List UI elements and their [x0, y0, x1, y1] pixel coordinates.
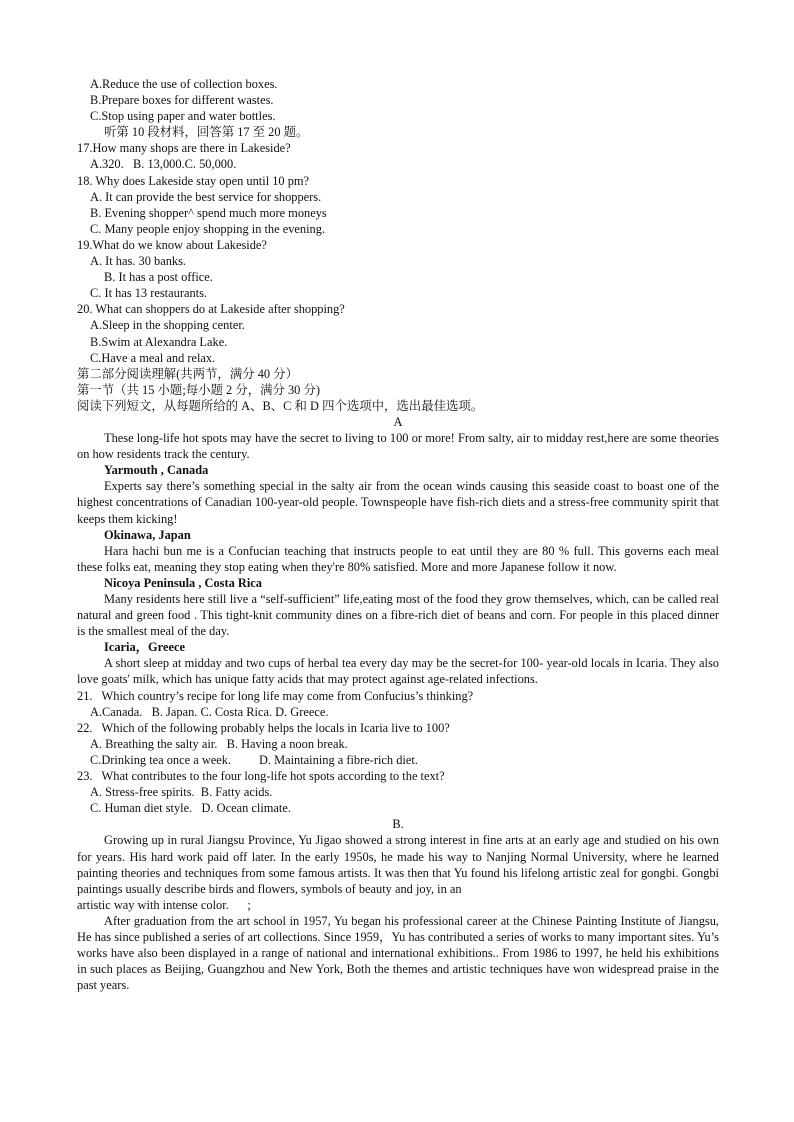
q18-option-a: A. It can provide the best service for shoppers.: [90, 189, 322, 204]
q20-option-c: C.Have a meal and relax.: [90, 350, 216, 365]
exam-page: [77, 76, 719, 993]
q16-option-c: C.Stop using paper and water bottles.: [90, 109, 276, 124]
section1-title: 第一节（共 15 小题;每小题 2 分，满分 30 分): [77, 382, 320, 397]
spot-text-yarmouth: Experts say there’s something special in the salty air from the ocean winds causing this seaside coast to boast one of the highest concentrations of Canadian 100-year-old people. Townspeople have fish-rich diets and a stress-free community spirit that keeps them kicking!: [77, 479, 719, 526]
q19-option-c: C. It has 13 restaurants.: [90, 286, 207, 301]
q22-options-ab: A. Breathing the salty air. B. Having a noon break.: [90, 736, 348, 751]
q17-options: A.320. B. 13,000.C. 50,000.: [90, 157, 237, 172]
spot-text-okinawa: Hara hachi bun me is a Confucian teaching that instructs people to eat until they are 80 % full. This governs each meal these folks eat, meaning they stop eating when they're 80% satisfied. More and more Japanese follow it now.: [77, 543, 719, 574]
q20-option-a: A.Sleep in the shopping center.: [90, 318, 245, 333]
q20-option-b: B.Swim at Alexandra Lake.: [90, 334, 228, 349]
q18-option-c: C. Many people enjoy shopping in the evening.: [90, 221, 326, 236]
spot-text-nicoya: Many residents here still live a “self-sufficient” life,eating most of the food they grow themselves, which, can be called real natural and green food . This tight-knit community dines on a fibre-rich diet of beans and corn. For people in this placed dinner is the smallest meal of the day.: [77, 592, 719, 639]
spot-heading-icaria: Icaria，Greece: [104, 640, 185, 655]
reading-instruction: 阅读下列短文，从每题所给的 A、B、C 和 D 四个选项中，选出最佳选项。: [77, 398, 484, 413]
q21-options: A.Canada. B. Japan. C. Costa Rica. D. Greece.: [90, 704, 329, 719]
q18-question: 18. Why does Lakeside stay open until 10 pm?: [77, 173, 310, 188]
q23-question: 23. What contributes to the four long-life hot spots according to the text?: [77, 769, 445, 784]
part2-title: 第二部分阅读理解(共两节，满分 40 分）: [77, 366, 298, 381]
passage-b-paragraph-2: After graduation from the art school in 1957, Yu began his professional career at the Chinese Painting Institute of Jiangsu, He has since published a series of art collections. Since 1959，Yu has contributed a series of works to many important sites. Yu’s works have also been displayed in a range of national and international exhibitions.. From 1986 to 1997, he held his exhibitions in such places as Beijing, Guangzhou and New York, Both the themes and artistic techniques have won widespread praise in the past years.: [77, 913, 719, 993]
passage-b-paragraph-1-tail: artistic way with intense color. ;: [77, 897, 251, 912]
listening-instruction: 听第 10 段材料，回答第 17 至 20 题。: [104, 125, 309, 140]
q20-question: 20. What can shoppers do at Lakeside after shopping?: [77, 302, 345, 317]
q16-option-a: A.Reduce the use of collection boxes.: [90, 77, 278, 91]
q22-options-cd: C.Drinking tea once a week. D. Maintaining a fibre-rich diet.: [90, 752, 418, 767]
spot-heading-nicoya: Nicoya Peninsula , Costa Rica: [104, 575, 262, 590]
passage-b-paragraph-1: Growing up in rural Jiangsu Province, Yu Jigao showed a strong interest in fine arts at an early age and studied on his own for years. His hard work paid off later. In the early 1950s, he made his way to Nanjing Normal University, where he learned painting theories and techniques from some famous artists. It was then that Yu found his lifelong artistic zeal for gongbi. Gongbi paintings usually describe birds and flowers, symbols of beauty and joy, in an: [77, 833, 719, 896]
passage-b-label: B.: [392, 817, 404, 832]
spot-heading-okinawa: Okinawa, Japan: [104, 527, 191, 542]
q22-question: 22. Which of the following probably helps the locals in Icaria live to 100?: [77, 720, 450, 735]
q16-option-b: B.Prepare boxes for different wastes.: [90, 93, 274, 108]
spot-text-icaria: A short sleep at midday and two cups of herbal tea every day may be the secret-for 100- year-old locals in Icaria. They also love goats' milk, which has unique fatty acids that may protect against age-related infections.: [77, 656, 719, 687]
q23-options-cd: C. Human diet style. D. Ocean climate.: [90, 801, 291, 816]
q17-question: 17.How many shops are there in Lakeside?: [77, 141, 291, 156]
passage-a-intro: These long-life hot spots may have the secret to living to 100 or more! From salty, air to midday rest,here are some theories on how residents track the century.: [77, 431, 719, 462]
q21-question: 21. Which country’s recipe for long life may come from Confucius’s thinking?: [77, 688, 474, 703]
q19-option-a: A. It has. 30 banks.: [90, 254, 187, 269]
q23-options-ab: A. Stress-free spirits. B. Fatty acids.: [90, 785, 273, 800]
q18-option-b: B. Evening shopper^ spend much more moneys: [90, 205, 327, 220]
passage-a-label: A: [393, 414, 403, 429]
spot-heading-yarmouth: Yarmouth , Canada: [104, 463, 209, 478]
q19-question: 19.What do we know about Lakeside?: [77, 237, 267, 252]
q19-option-b: B. It has a post office.: [104, 270, 213, 285]
